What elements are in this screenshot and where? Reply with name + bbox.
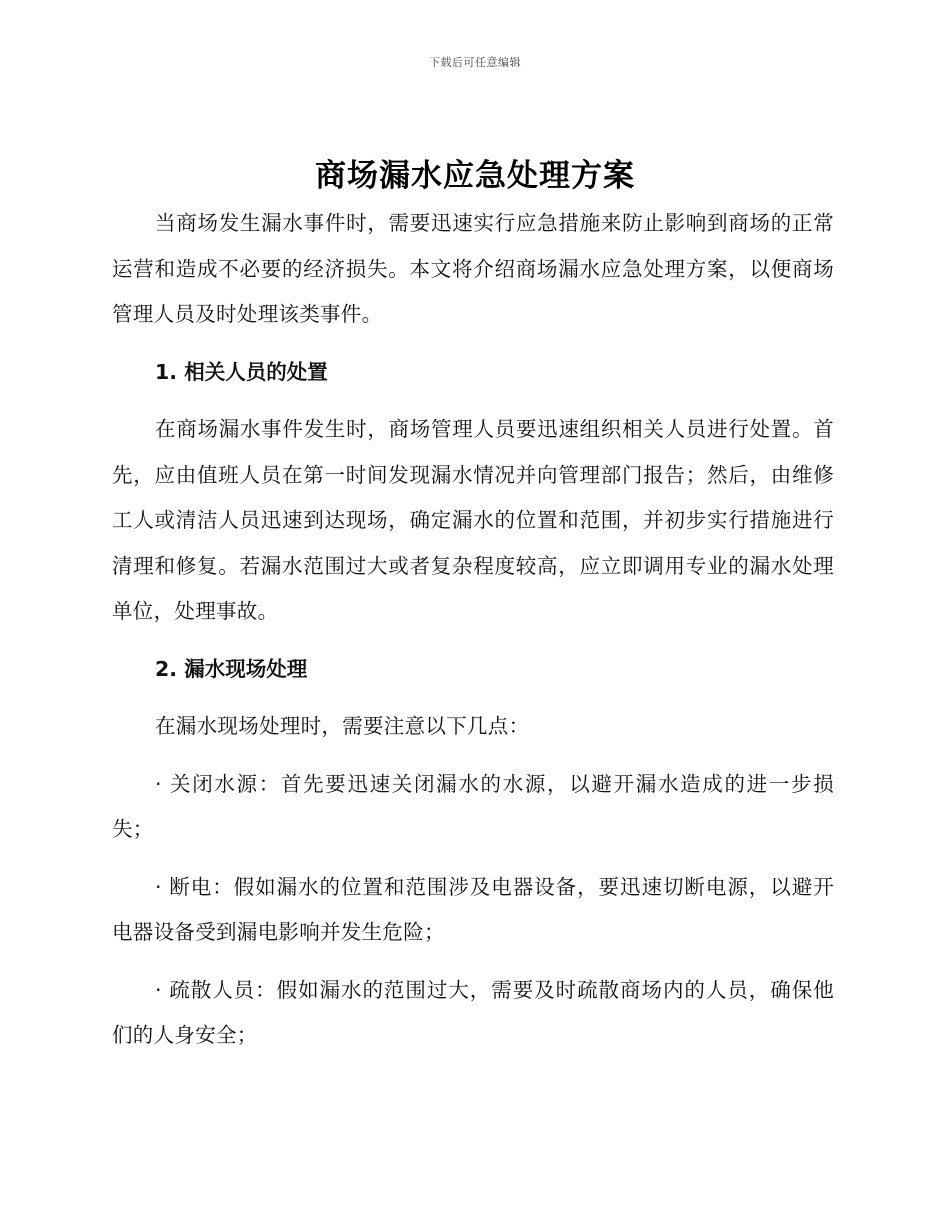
section-1-heading: 1. 相关人员的处置 xyxy=(155,359,328,384)
intro-paragraph: 当商场发生漏水事件时，需要迅速实行应急措施来防止影响到商场的正常运营和造成不必要的经济损失。本文将介绍商场漏水应急处理方案，以便商场管理人员及时处理该类事件。 xyxy=(112,211,834,326)
bullet-item-evacuate: · 疏散人员：假如漏水的范围过大，需要及时疏散商场内的人员，确保他们的人身安全； xyxy=(112,977,834,1047)
document-body xyxy=(112,201,834,1059)
section-1-paragraph: 在商场漏水事件发生时，商场管理人员要迅速组织相关人员进行处置。首先，应由值班人员在第一时间发现漏水情况并向管理部门报告；然后，由维修工人或清洁人员迅速到达现场，确定漏水的位置和范围，并初步实行措施进行清理和修复。若漏水范围过大或者复杂程度较高，应立即调用专业的漏水处理单位，处理事故。 xyxy=(112,417,834,623)
section-2-lead: 在漏水现场处理时，需要注意以下几点： xyxy=(155,714,530,738)
bullet-item-power-off: · 断电：假如漏水的位置和范围涉及电器设备，要迅速切断电源，以避开电器设备受到漏电影响并发生危险； xyxy=(112,874,834,944)
header-note: 下载后可任意编辑 xyxy=(429,56,521,69)
section-2-heading: 2. 漏水现场处理 xyxy=(155,656,308,681)
bullet-item-close-water: · 关闭水源：首先要迅速关闭漏水的水源，以避开漏水造成的进一步损失； xyxy=(112,771,834,841)
document-title: 商场漏水应急处理方案 xyxy=(315,158,635,194)
